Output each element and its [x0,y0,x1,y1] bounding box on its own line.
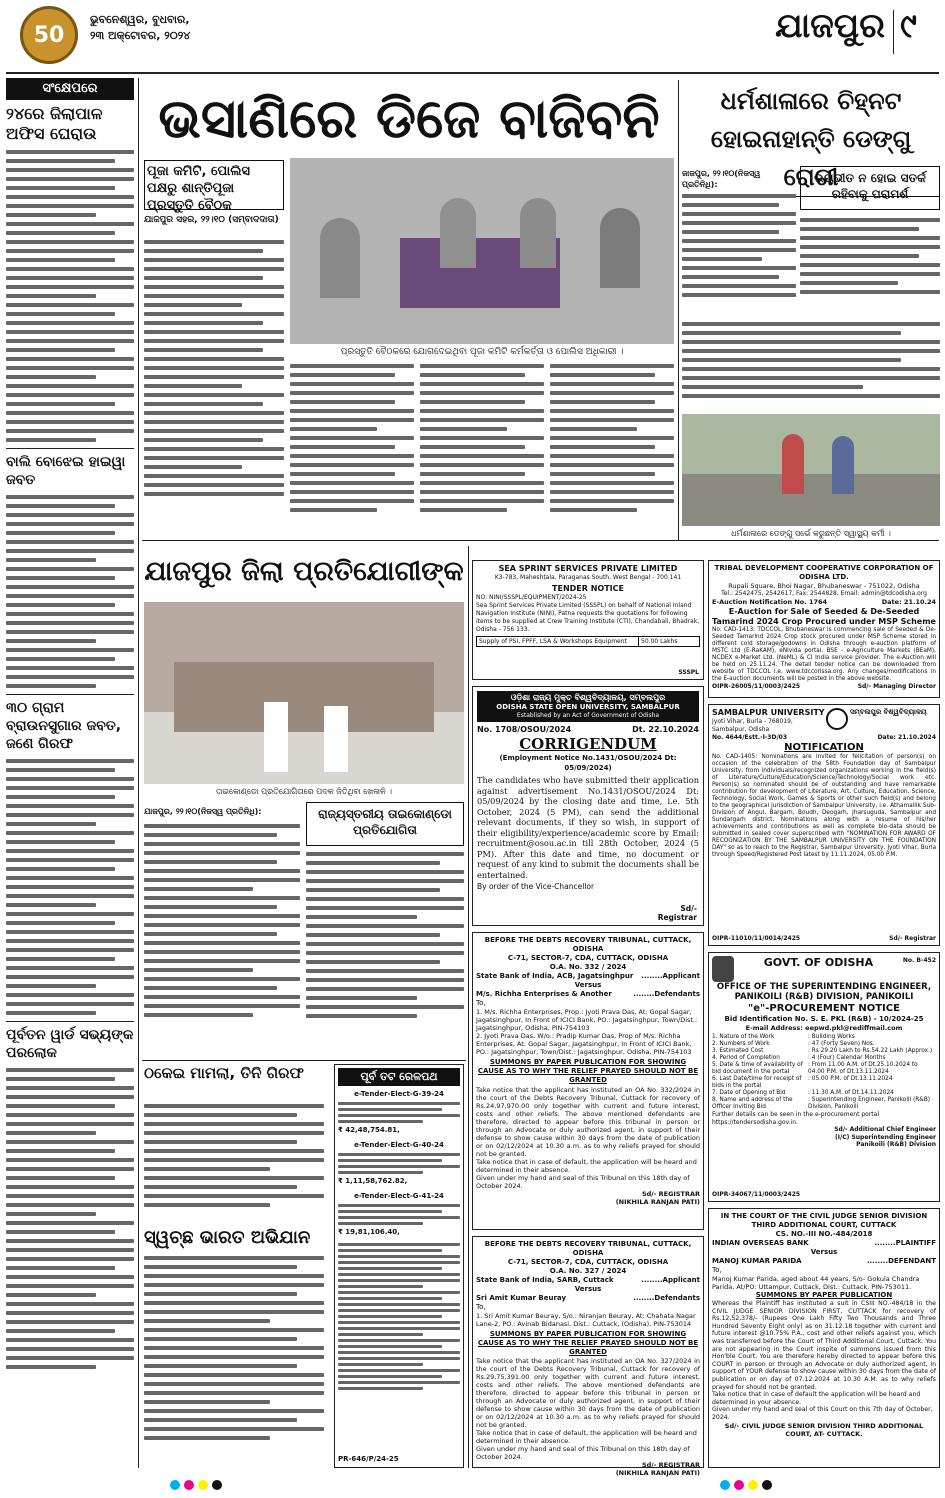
govt-detail-row [712,1041,936,1048]
drt1-d2: 2. Jyoti Prava Das, W/o.: Pradip Kumar Das, Prop of M/s. Richha Enterprises, At: Gopal Sagar, Jagatsinghpur, In Front of ICICI Bank, PO.: Jagatsinghpur, Town/Dist.: Jagatsinghpur, Odisha, PIN-754103 [476,1032,692,1056]
drt1-address: C-71, SECTOR-7, CDA, CUTTACK, ODISHA [507,954,669,962]
competition-kicker: ରାଜ୍ୟସ୍ତରୀୟ ତାଇକୋଣ୍ଡୋ ପ୍ରତିଯୋଗିତା [306,802,464,846]
govt-detail-value: : From 11.00 A.M. of Dt.25.10.2024 to 04.00 P.M. of Dt.13.11.2024 [808,1062,918,1075]
drt-ad-1: BEFORE THE DEBTS RECOVERY TRIBUNAL, CUTTACK, ODISHA C-71, SECTOR-7, CDA, CUTTACK, ODISHA O.A. No. 332 / 2024 State Bank of India, ACB, Jagatsinghpur ........Applicant Versus M/s. Richha Enterprises & Another ........Defendants To, 1. M/s. Richha Enterprises, Prop.: Jyoti Prava Das, At: Gopal Sagar, Jagatsinghpur, In Front of ICICI Bank, PO.: Jagatsinghpur, Town/Dist.: Jagatsinghpur, Odisha, PIN-754103 2. Jyoti Prava Das, W/o.: Pradip Kumar Das, Prop of M/s. Richha Enterprises, At: Gopal Sagar, Jagatsinghpur, In Front of ICICI Bank, PO.: Jagatsinghpur, Town/Dist.: Jagatsinghpur, Odisha, PIN-754103 SUMMONS BY PAPER PUBLICATION FOR SHOWING CAUSE AS TO WHY THE RELIEF PRAYED SHOULD NOT BE GRANTED Take notice that the applicant has instituted an OA No. 332/2024 in the court of the Debts Recovery Tribunal, Cuttack for recovery of Rs.24,97,970.00 only together with current and future interest, costs and other reliefs. The above mentioned defendants are therefore, directed to appear before this tribunal in person or through an Advocate or duly authorized agent, in support of their defense to show cause within 30 days from the date of publication or on 02/12/2024 at 10.30 a.m. as to why reliefs prayed for should not be granted. Take notice that in case of default, the application will be heard and determined in their absence. Given under my hand and seal of this Tribunal on this 18th day of October 2024. Sd/- REGISTRAR (NIKHILA RANJAN PATI) [472,932,704,1230]
govt-detail-value: : 4 (Four) Calendar Months [808,1055,886,1061]
competition-dateline: ଯାଜପୁର, ୨୨।୧୦(ନିଜସ୍ୱ ପ୍ରତିନିଧି): [144,807,262,816]
sea-company: SEA SPRINT SERVICES PRIVATE LIMITED [498,564,678,573]
lead-body-col4 [550,364,674,534]
govt-detail-key: 4. Period of Completion [712,1055,780,1061]
page-number: ୯ [900,6,917,46]
sea-item: Supply of PSI, FPFF, LSA & Workshops Equipment [477,637,639,646]
govt-details-list [712,1034,936,1111]
sea-ref: NO: NINI/SSSPL/EQUIPMENT/2024-25 [476,594,587,601]
drt1-summons: SUMMONS BY PAPER PUBLICATION FOR SHOWING CAUSE AS TO WHY THE RELIEF PRAYED SHOULD NOT BE GRANTED [477,1058,699,1084]
govt-detail-value: : 05.00 P.M. of Dt.13.11.2024 [808,1076,893,1082]
osou-order: By order of the Vice-Chancellor [477,882,595,891]
osou-registrar: Registrar [657,913,697,922]
osou-date: Dt. 22.10.2024 [632,725,699,734]
competition-body-col2 [306,852,464,1050]
govt-detail-value: : 11.30 A.M. of Dt.14.11.2024 [808,1090,894,1096]
brief-headline-1: ୨୪ରେ ଜିଲାପାଳ ଅଫିସ ଘେରାଉ [6,104,103,143]
seal-icon [826,708,848,730]
railway-tender-ad [334,1064,464,1468]
sambalpur-title: NOTIFICATION [784,742,864,753]
arrest-headline: ଠକେଇ ମାମଲା, ତିନି ଗିରଫ [144,1064,304,1082]
govt-detail-row [712,1055,936,1062]
color-registration-mark [184,1480,194,1490]
govt-detail-row [712,1034,936,1041]
govt-detail-row [712,1090,936,1097]
swachh-headline: ସ୍ୱଚ୍ଛ ଭାରତ ଅଭିଯାନ [144,1227,311,1248]
tdcc-ad: TRIBAL DEVELOPMENT COOPERATIVE CORPORATION OF ODISHA LTD. Rupali Square, Bhoi Nagar, Bhubaneswar - 751022, Odisha Tel.: 2542475, 2542617, Fax: 2544828, Email: admin@tdcodisha.org E-Auction Notification No. 1764 Date: 21.10.24 E-Auction for Sale of Seeded & De-Seeded Tamarind 2024 Crop Procured under MSP Scheme No. CAD-1413: TDCCOL, Bhubaneswar is commencing sale of Seeded & De-Seeded Tamarind 2024 Crop stock procured under MSP Scheme stored in different cold storage/godowns in Odisha through e-auction platform of MSTC Ltd (E-RaKAM), eNivida portal. BSE - e-Agriculture Markets (BEaM), NCDEX e-Market Ltd. (NeML) & CI India service provider. The e-Auction will be held on 25.11.24. The detail tender notice can be downloaded from website of TDCCOL i.e. www.tdccorissa.org. Any changes/modifications in the E-auction documents will be posted in the above website. OIPR-26005/11/0003/2425 Sd/- Managing Director [708,560,940,698]
railway-amount-2: ₹ 1,11,58,762.82, [338,1177,408,1185]
govt-detail-row [712,1048,936,1055]
govt-detail-key: 8. Name and address of the Officer Inviting Bid [712,1097,793,1110]
emblem-icon [712,956,734,982]
govt-detail-row [712,1076,936,1090]
color-registration-mark [720,1480,730,1490]
osou-ad [472,686,704,926]
lead-body-col2 [290,364,414,534]
govt-detail-value: : 47 (Forty Seven) Nos. [808,1041,875,1047]
govt-detail-row [712,1062,936,1076]
sea-title: TENDER NOTICE [552,584,624,593]
lead-kicker: ପୂଜା କମିଟି, ପୋଲିସ ପକ୍ଷରୁ ଶାନ୍ତିପୂଜା ପ୍ରସ୍ତୁତି ବୈଠକ [144,160,284,210]
osou-emp: (Employment Notice No.1431/OSOU/2024 Dt: 05/09/2024) [499,754,677,772]
osou-body: The candidates who have submitted their application against advertisement No.1431/OSOU/2024 Dt: 05/09/2024 by the closing date and time, i.e. 5th October, 2024 (5 PM), can send the additional relevant documents, if they so wish, in support of their eligibility/experience/academic score by Email: recruitment@osou.ac.in till 28th October, 2024 (5 PM). After this date and time, no document or request of any kind to submit the documents shall be entertained. [477,775,699,880]
competition-headline: ଯାଜପୁର ଜିଲା ପ୍ରତିଯୋଗୀଙ୍କ [144,556,464,587]
govt-detail-row [712,1097,936,1111]
govt-detail-key: 1. Nature of the Work [712,1034,775,1040]
brief-headline-3: ୩୦ ଗ୍ରାମ ବ୍ରାଉନସୁଗାର ଜବତ, ଜଣେ ଗିରଫ [6,700,122,752]
lead-body-col3 [420,364,544,534]
sea-sign: SSSPL [678,669,699,676]
govt-detail-value: : Rs 29.20 Lakh to Rs.54.22 Lakh (Approx.) [808,1048,933,1054]
briefs-sidebar [6,78,134,1468]
dengue-caption: ଧର୍ମଶାଳାରେ ଡେଙ୍ଗୁ ସର୍ଭେ କରୁଛନ୍ତି ସ୍ୱାସ୍ଥ୍ୟ କର୍ମୀ । [731,529,891,538]
railway-tender-1: e-Tender-Elect-G-39-24 [354,1090,444,1098]
civil-court-ad: IN THE COURT OF THE CIVIL JUDGE SENIOR DIVISION THIRD ADDITIONAL COURT, CUTTACK CS. NO.-III NO.-484/2018 INDIAN OVERSEAS BANK ........PLAINTIFF Versus MANOJ KUMAR PARIDA ........DEFENDANT To, Manoj Kumar Parida, aged about 44 years, S/o- Gokula Chandra Parida, At/PO: Uttampur, Cuttack, Dist.: Cuttack, PIN-753011. SUMMONS BY PAPER PUBLICATION Whereas the Plaintiff has instituted a suit in CSIII NO.-484/18 in the CIVIL JUDGE SENIOR DIVISION FIRST, CUTTACK for recovery of Rs.12,52,378/- (Rupees One Lakh Fifty Two Thousands and Three Hundred Seventy Eight only) as on 31.12.18 together with current and future interest @10.75% P.A., cost and other reliefs against you, which was transferred before the Court of Third Additional Court, Cuttack. You are not appearing in the Court inspite of summons issued from this Hon'ble Court. You are therefore hereby directed to appear before this COURT in person or through an Advocate or duly authorized agent, in support of YOUR defense to show cause within 30 days from the date of publication or on day of 07.12.2024 at 10.30 A.M. as to why reliefs prayed for should not be granted. Take notice that in case of default the application will be heard and determined in your absence. Given under my hand and seal of this Court on this 7th day of October, 2024. Sd/- CIVIL JUDGE SENIOR DIVISION THIRD ADDITIONAL COURT, AT- CUTTACK. [708,1208,940,1468]
color-registration-mark [762,1480,772,1490]
color-registration-mark [748,1480,758,1490]
dengue-body-col3 [800,218,940,318]
drt1-court: BEFORE THE DEBTS RECOVERY TRIBUNAL, CUTTACK, ODISHA [484,936,692,953]
govt-detail-key: 3. Estimated Cost [712,1048,764,1054]
color-registration-mark [170,1480,180,1490]
railway-amount-3: ₹ 19,81,106.40, [338,1228,400,1236]
lead-headline: ଭସାଣିରେ ଡିଜେ ବାଜିବନି [158,87,660,150]
govt-detail-key: 6. Last Date/time for receipt of bids in the portal [712,1076,802,1089]
govt-detail-value: : Superintending Engineer, Panikoili (R&B) Division, Panikoili [808,1097,931,1110]
lead-dateline: ଯାଜପୁର ସହର, ୨୨।୧୦ (ସମ୍ବାଦଦାତା) [144,215,279,225]
drt1-body: Take notice that the applicant has instituted an OA No. 332/2024 in the court of the Debts Recovery Tribunal, Cuttack for recovery of Rs.24,97,970.00 only together with current and future interest, costs and other reliefs. The above mentioned defendants are therefore, directed to appear before this tribunal in person or through an Advocate or duly authorized agent, in support of their defense to show cause within 30 days from the date of publication or on 02/12/2024 at 10.30 a.m. as to why reliefs prayed for should not be granted. [476,1086,700,1158]
lead-caption: ପ୍ରସ୍ତୁତି ବୈଠକରେ ଯୋଗଦେଇଥିବା ପୂଜା କମିଟି କର୍ମକର୍ତ୍ତା ଓ ପୋଲିସ ଅଧିକାରୀ । [340,347,624,357]
govt-procurement-ad: GOVT. OF ODISHA No. B-452 OFFICE OF THE SUPERINTENDING ENGINEER, PANIKOILI (R&B) DIVISION, PANIKOILI "e"-PROCUREMENT NOTICE Bid Identification No. S. E. PKL (R&B) - 10/2024-25 E-mail Address: eepwd.pkl@rediffmail.com 1. Nature of the Work : Building Works 2. Numbers of Work : 47 (Forty Seven) Nos. 3. Estimated Cost : Rs 29.20 Lakh to Rs.54.22 Lakh (Approx.) 4. Period of Completion : 4 (Four) Calendar Months 5. Date & time of availability of bid document in the portal : From 11.00 A.M. of Dt.25.10.2024 to 04.00 P.M. of Dt.13.11.2024 6. Last Date/time for receipt of bids in the portal : 05.00 P.M. of Dt.13.11.2024 7. Date of Opening of Bid : 11.30 A.M. of Dt.14.11.2024 8. Name and address of the Officer Inviting Bid : Superintending Engineer, Panikoili (R&B) Division, Panikoili Further details can be seen in the e-procurement portal https://tendersodisha.gov.in. Sd/- Additional Chief Engineer (I/C) Superintending Engineer Panikoili (R&B) Division OIPR-34067/11/0003/2425 [708,952,940,1202]
sea-body: Sea Sprint Services Private Limited (SSSPL) on behalf of National Inland Navigation Institute (NINI), Patna requests the quotations for following items to be supplied at Crew Training Institute (CTI), Chandabali, Bhadrak, Odisha - 756 133. [476,602,700,633]
masthead [0,0,945,72]
railway-tender-2: e-Tender-Elect-G-40-24 [354,1141,444,1149]
swachh-body [144,1256,324,1466]
brief-headline-4: ପୂର୍ବତନ ୱାର୍ଡ ସଭ୍ୟଙ୍କ ପରଲୋକ [6,1027,134,1061]
railway-tender-3: e-Tender-Elect-G-41-24 [354,1192,444,1200]
railway-amount-1: ₹ 42,48,754.81, [338,1126,400,1134]
color-registration-mark [212,1480,222,1490]
district-name: ଯାଜପୁର [775,6,885,46]
lead-body-col1 [144,240,284,530]
brief-headline-2: ବାଲି ବୋଝେଇ ହାଇୱା ଜବତ [6,454,126,488]
date-line: ଭୁବନେଶ୍ୱର, ବୁଧବାର, ୨୩ ଅକ୍ଟୋବର, ୨୦୨୪ [90,13,191,42]
osou-no: No. 1708/OSOU/2024 [477,725,572,734]
competition-photo [144,602,464,784]
govt-detail-key: 2. Numbers of Work [712,1041,770,1047]
sambalpur-ad: SAMBALPUR UNIVERSITY Jyoti Vihar, Burla - 768019, Sambalpur, Odisha ସମ୍ବଲପୁର ବିଶ୍ୱବିଦ୍ୟାଳୟ No. 4644/Estt.-I-3D/03 Date: 21.10.2024 NOTIFICATION No. CAD-1405: Nominations are invited for felicitation of person(s) on occasion of the celebration of the 58th Foundation day of Sambalpur University, from individuals/recognized organizations working in the field(s) of Literature/Culture/Education/Science/Technology/Social work etc. Person(s) so nominated should be of outstanding and have remarkable contribution for development of Literature, Art, Culture, Education, Science, Technology, Social Work, Games & Sports or other such field(s) and belong to the geographical jurisdiction of Sambalpur University, i.e. Athamallik Sub-Division of Angul, Bargarh, Boudh, Deogarh, Jharsuguda, Sambalpur and Sundargarh district. Nominations along with a resume of his/her achievements and contributions as well as complete bio-data should be submitted in sealed cover superscribed with "NOMINATION FOR AWARD OF RECOGNIZATION BY THE SAMBALPUR UNIVERSITY ON THE FOUNDATION DAY" so as to reach to the Registrar, Sambalpur University, Jyoti Vihar, Burla through Speed/Registered Post latest by 11.11.2024, 05.00 P.M. OIPR-11010/11/0014/2425 Sd/- Registrar [708,704,940,946]
arrest-body [144,1104,324,1224]
railway-footer: PR-646/P/24-25 [338,1455,399,1463]
anniversary-logo [20,6,78,64]
competition-body-col1 [144,824,300,1050]
sea-address: K3-783, Maheshtala, Paraganas South, West Bengal - 700 141 [494,574,682,581]
logo-text: 50 [33,23,65,48]
sea-sprint-ad [472,560,704,680]
lead-photo [290,158,674,344]
color-registration-mark [198,1480,208,1490]
sambalpur-name: SAMBALPUR UNIVERSITY [712,708,825,717]
dengue-dateline: ଜାଜପୁର, ୨୨।୧୦(ନିଜସ୍ୱ ପ୍ରତିନିଧି): [682,169,761,189]
color-registration-mark [734,1480,744,1490]
osou-sign: Sd/- [680,904,697,913]
competition-caption: ତାଇକୋଣ୍ଡୋ ପ୍ରତିଯୋଗିତାରେ ପଦକ ଜିତିଥିବା ଖେଳାଳି । [216,787,392,796]
dengue-body-row [682,322,940,412]
briefs-header: ସଂକ୍ଷେପରେ [6,78,134,100]
drt1-oa: O.A. No. 332 / 2024 [549,963,627,971]
dengue-photo [682,414,940,526]
drt-ad-2: BEFORE THE DEBTS RECOVERY TRIBUNAL, CUTTACK, ODISHA C-71, SECTOR-7, CDA, CUTTACK, ODISHA O.A. No. 327 / 2024 State Bank of India, SARB, Cuttack ........Applicant Versus Sri Amit Kumar Beuray ........Defendants To, 1. Sri Amit Kumar Beuray, S/o.: Niranjan Beuray, At: Chahata Nagar Lane-2, PO.: Avinab Bidanasi, Dist.: Cuttack, (Odisha), PIN-753014 SUMMONS BY PAPER PUBLICATION FOR SHOWING CAUSE AS TO WHY THE RELIEF PRAYED SHOULD NOT BE GRANTED Take notice that the applicant has instituted an OA No. 327/2024 in the court of the Debts Recovery Tribunal, Cuttack for recovery of Rs.29,75,391.00 only together with current and future interest, costs and other reliefs. The above mentioned defendants are therefore, directed to appear before this tribunal in person or through an Advocate or duly authorized agent, in support of their defense to show cause within 30 days from the date of publication or on 02/12/2024 at 10.30 a.m. as to why reliefs prayed for should not be granted. Take notice that in case of default, the application will be heard and determined in their absence. Given under my hand and seal of this Tribunal on this 18th day of October 2024. Sd/- REGISTRAR (NIKHILA RANJAN PATI) [472,1236,704,1468]
osou-header: ଓଡ଼ିଶା ରାଜ୍ୟ ମୁକ୍ତ ବିଶ୍ୱବିଦ୍ୟାଳୟ, ସମ୍ବଲପୁର ODISHA STATE OPEN UNIVERSITY, SAMBALPUR Established by an Act of Government of Odisha [477,691,699,722]
drt2-court: BEFORE THE DEBTS RECOVERY TRIBUNAL, CUTTACK, ODISHA [484,1240,692,1257]
govt-detail-value: : Building Works [808,1034,855,1040]
osou-title: CORRIGENDUM [519,735,657,753]
govt-detail-key: 7. Date of Opening of Bid [712,1090,786,1096]
govt-detail-key: 5. Date & time of availability of bid document in the portal [712,1062,803,1075]
dengue-headline: ଧର୍ମଶାଳାରେ ଚିହ୍ନଟ ହୋଇନାହାନ୍ତି ଡେଙ୍ଗୁ ରୋଗୀ [682,82,940,197]
drt1-d1: 1. M/s. Richha Enterprises, Prop.: Jyoti Prava Das, At: Gopal Sagar, Jagatsinghpur, In Front of ICICI Bank, PO.: Jagatsinghpur, Town/Dist.: Jagatsinghpur, Odisha, PIN-754103 [476,1008,698,1032]
dengue-kicker: ଭୟଭୀତ ନ ହୋଇ ସତର୍କ ରହିବାକୁ ପରାମର୍ଶ [800,166,940,210]
sea-cost: 50.00 Lakhs [641,638,678,645]
railway-header: ପୂର୍ବ ତଟ ରେଳପଥ [338,1068,460,1086]
